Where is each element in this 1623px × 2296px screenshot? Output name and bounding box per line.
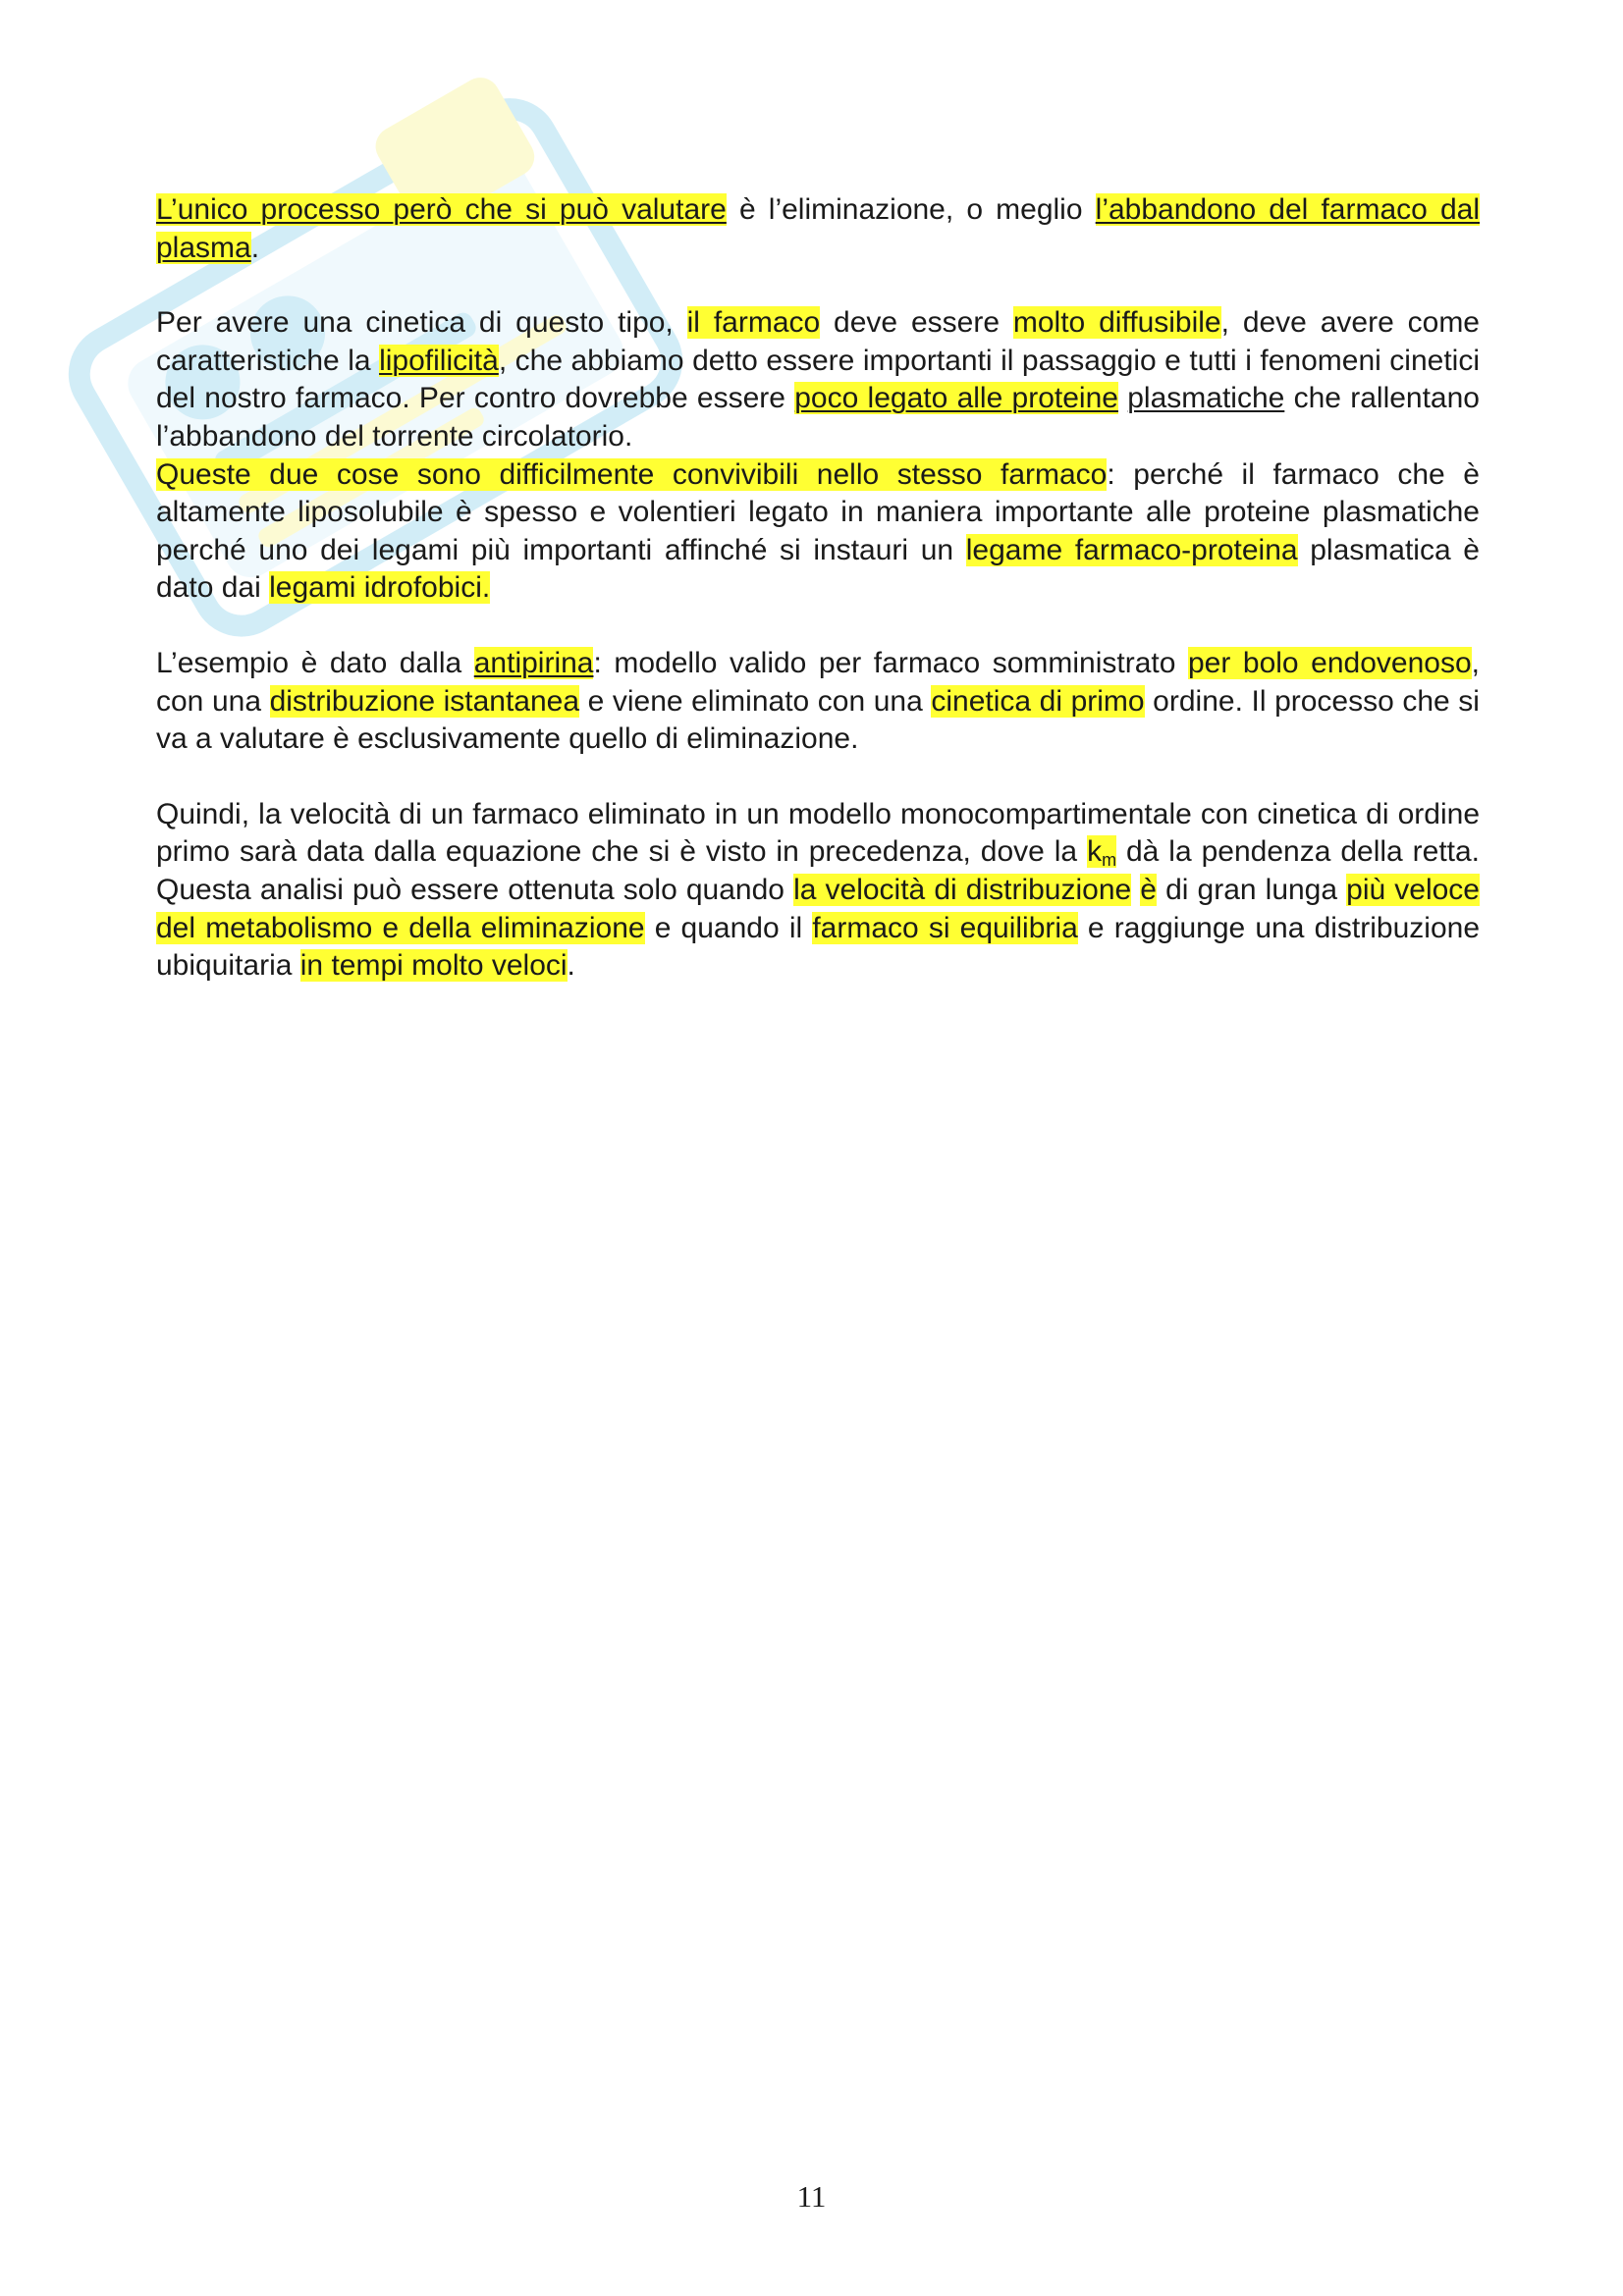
highlighted-underlined-text: lipofilicità (379, 344, 499, 377)
text: deve essere (820, 306, 1013, 340)
text: . (567, 949, 575, 983)
highlighted-text: per bolo endovenoso (1187, 646, 1472, 679)
text (1118, 382, 1127, 414)
highlighted-text: più veloce del metabolismo e della eliminazione (156, 873, 1480, 944)
text: , deve avere come caratteristiche la (156, 306, 1480, 377)
highlighted-underlined-text: L’unico processo però che si può valutare (156, 193, 727, 226)
text: e raggiunge una distribuzione ubiquitaria (156, 911, 1481, 983)
highlighted-text: la velocità di distribuzione (793, 873, 1132, 906)
text: , che abbiamo detto essere importanti il passaggio e tutti i fenomeni cinetici del nostro farmaco. Per contro dovrebbe essere (156, 344, 1480, 415)
subscript-m: m (1102, 850, 1117, 871)
highlighted-text: Queste due cose sono difficilmente convivibili nello stesso farmaco (156, 457, 1108, 491)
document-body (156, 191, 1480, 986)
text: Quindi, la velocità di un farmaco eliminato in un modello monocompartimentale con cinetica di ordine primo sarà data dalla equazione che si è visto in precedenza, dove la (156, 797, 1480, 869)
highlighted-text: distribuzione istantanea (269, 684, 580, 718)
text: : perché il farmaco che è altamente liposolubile è spesso e volentieri legato in maniera importante alle proteine plasmatiche perché uno dei legami più importanti affinché si instauri un (156, 457, 1480, 566)
highlighted-text: farmaco si equilibria (812, 911, 1078, 944)
k-symbol: k (1087, 835, 1103, 869)
paragraph-3 (156, 645, 1480, 759)
text: plasmatica è dato dai (156, 533, 1480, 605)
paragraph-4 (156, 796, 1480, 986)
paragraph-1 (156, 191, 1480, 267)
highlighted-underlined-text: antipirina (473, 646, 594, 679)
highlighted-text (1087, 835, 1117, 871)
page-number: 11 (796, 2179, 827, 2214)
highlighted-text: cinetica di primo (931, 684, 1145, 718)
text: di gran lunga (1156, 873, 1347, 906)
highlighted-text: molto diffusibile (1012, 306, 1221, 340)
text (1131, 874, 1140, 906)
text: e quando il (644, 911, 813, 944)
text: L’esempio è dato dalla (156, 646, 474, 679)
highlighted-text: è (1140, 873, 1157, 906)
text: è l’eliminazione, o meglio (726, 193, 1096, 226)
highlighted-text: il farmaco (686, 306, 821, 340)
text: che rallentano l’abbandono del torrente circolatorio. (156, 382, 1480, 453)
highlighted-text: in tempi molto veloci (299, 949, 568, 983)
text: e viene eliminato con una (579, 684, 932, 718)
text: , con una (156, 646, 1480, 718)
highlighted-underlined-text: poco legato alle proteine (794, 382, 1118, 415)
text: : modello valido per farmaco somministrato (593, 646, 1188, 679)
text: dà la pendenza della retta. Questa analisi può essere ottenuta solo quando (156, 835, 1481, 906)
text: . (250, 231, 260, 264)
highlighted-text: legame farmaco-proteina (965, 533, 1298, 566)
highlighted-underlined-text: l’abbandono del farmaco dal plasma (156, 193, 1481, 264)
highlighted-text: legami idrofobici. (269, 571, 491, 605)
underlined-text: plasmatiche (1127, 382, 1285, 415)
text: ordine. Il processo che si va a valutare è esclusivamente quello di eliminazione. (156, 684, 1480, 756)
text: Per avere una cinetica di questo tipo, (156, 306, 687, 340)
paragraph-2 (156, 304, 1480, 608)
